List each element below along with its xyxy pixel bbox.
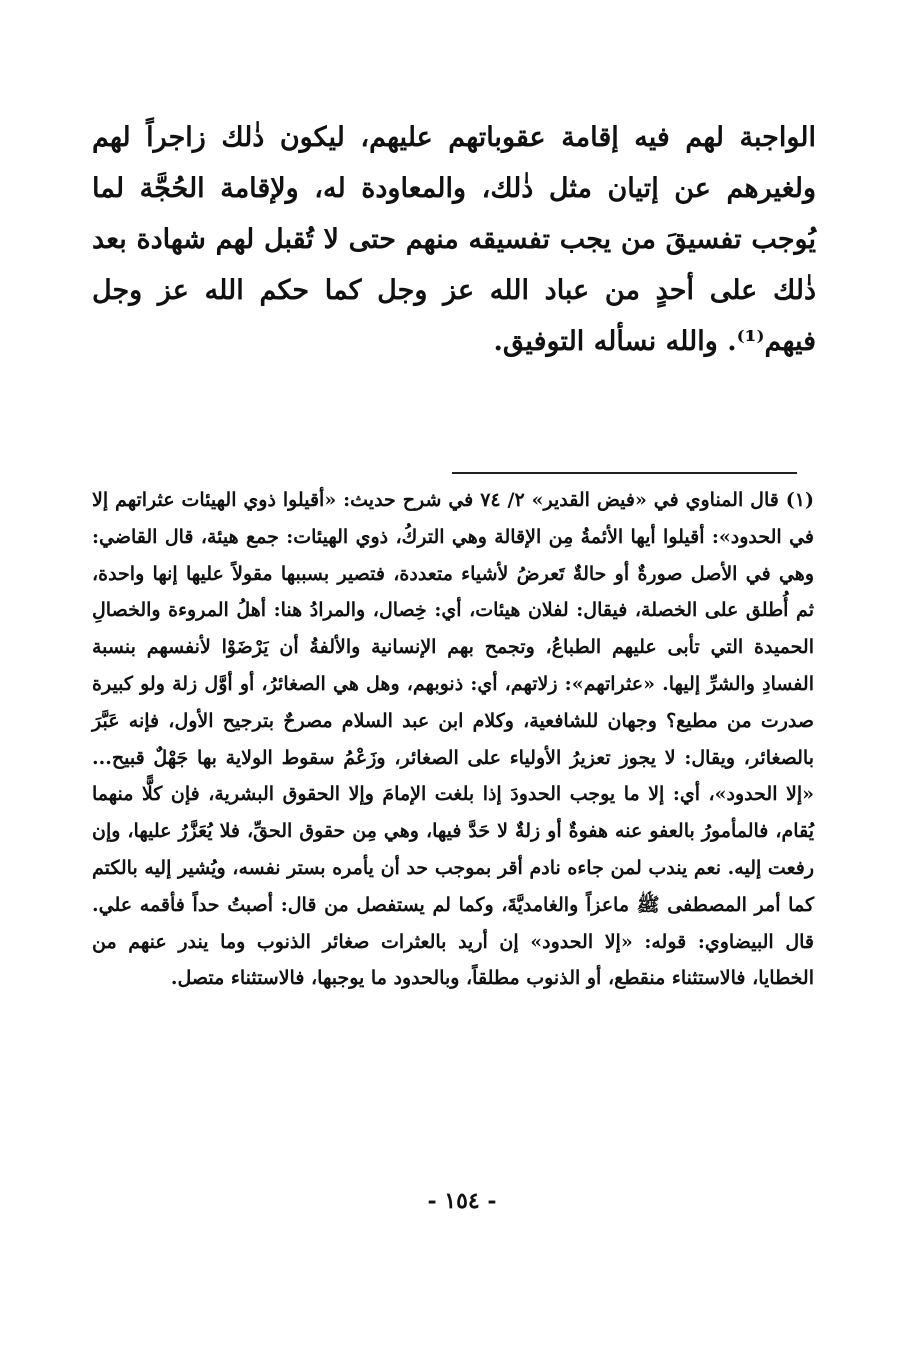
main-paragraph: الواجبة لهم فيه إقامة عقوباتهم عليهم، ليكون ذٰلك زاجراً لهم ولغيرهم عن إتيان مثل ذٰلك، والمعاودة له، ولإقامة الحُجَّة لما يُوجب تفسيقَ من يجب تفسيقه منهم حتى لا تُقبل لهم شهادة بعد ذٰلك على أحدٍ من عباد الله عز وجل كما حكم الله عز وجل فيهم⁽¹⁾. والله نسأله التوفيق.	[92, 122, 816, 357]
footnote-paragraph: (١) قال المناوي في «فيض القدير» ٢/ ٧٤ في شرح حديث: «أقيلوا ذوي الهيئات عثراتهم إلا في الحدود»: أقيلوا أيها الأئمةُ مِن الإقالة وهي التركُ، ذوي الهيئات: جمع هيئة، قال القاضي: وهي في الأصل صورةٌ أو حالةٌ تَعرضُ لأشياء متعددة، فتصير بسببها مقولاً عليها إنها واحدة، ثم أُطلق على الخصلة، فيقال: لفلان هيئات، أي: خِصال، والمرادُ هنا: أهلُ المروءة والخصالِ الحميدة التي تأبى عليهم الطباعُ، وتجمح بهم الإنسانية والألفةُ أن يَرْضَوْا لأنفسهم بنسبة الفسادِ والشرِّ إليها. «عثراتهم»: زلاتهم، أي: ذنوبهم، وهل هي الصغائرُ، أو أوَّل زلة ولو كبيرة صدرت من مطيع؟ وجهان للشافعية، وكلام ابن عبد السلام مصرحٌ بترجيح الأول، فإنه عَبَّرَ بالصغائر، ويقال: لا يجوز تعزيرُ الأولياء على الصغائر، وزَعْمُ سقوط الولاية بها جَهْلٌ قبيح... «إلا الحدود»، أي: إلا ما يوجب الحدودَ إذا بلغت الإمامَ وإلا الحقوق البشرية، فإن كلًّا منهما يُقام، فالمأمورُ بالعفو عنه هفوةٌ أو زلةٌ لا حَدَّ فيها، وهي مِن حقوق الحقِّ، فلا يُعَزَّرُ عليها، وإن رفعت إليه. نعم يندب لمن جاءه نادم أقر بموجب حد أن يأمره بستر نفسه، ويُشير إليه بالكتم كما أمر المصطفى ﷺ ماعزاً والغامديَّةَ، وكما لم يستفصل من قال: أصبتُ حداً فأقمه علي. قال البيضاوي: قوله: «إلا الحدود» إن أريد بالعثرات صغائر الذنوب وما يندر عنهم من الخطايا، فالاستثناء منقطع، أو الذنوب مطلقاً، وبالحدود ما يوجبها، فالاستثناء متصل.	[92, 489, 814, 990]
footnote-block	[92, 482, 814, 997]
page-number: - ١٥٤ -	[427, 1188, 497, 1214]
footnote-separator	[452, 472, 797, 474]
main-text-block	[92, 112, 816, 367]
